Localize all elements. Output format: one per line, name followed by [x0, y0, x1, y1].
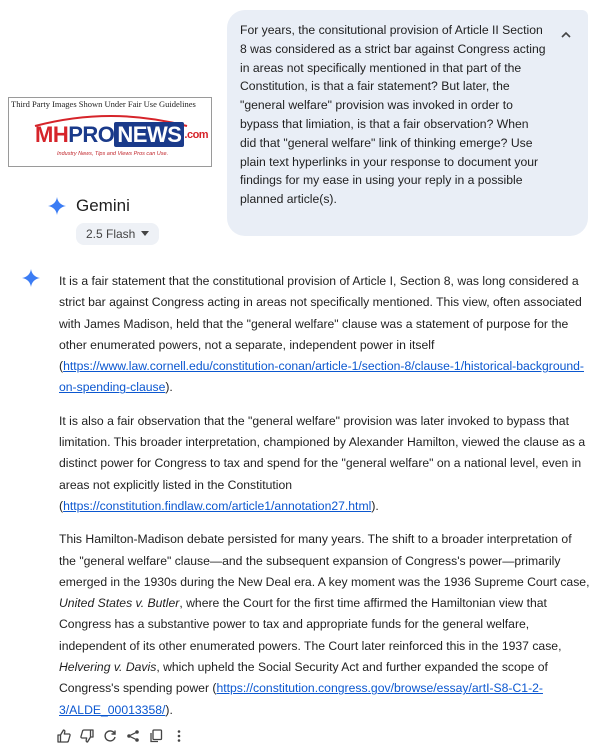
share-button[interactable]: [126, 729, 140, 743]
user-prompt-text: For years, the consitutional provision of Article II Section 8 was considered as a strict bar against Congress acting in areas not specifically mentioned in that part of the Constitution, is that a fair statement? But later, the "general welfare" provision was invoked in order to bypass that limiation, is that a fair observation? When did that "general welfare" link of thinking emerge? Use plain text hyperlinks in your response to document your findings for my ease in using your reply in a possible planned article(s).: [240, 23, 546, 207]
copy-icon: [149, 729, 163, 743]
logo-wordmark: MHPRO NEWS $^{.com}$: [35, 122, 209, 147]
share-icon: [126, 729, 140, 743]
gemini-spark-icon: [48, 197, 66, 215]
copy-button[interactable]: [149, 729, 163, 743]
thumbs-up-icon: [57, 729, 71, 743]
chevron-down-icon: [141, 231, 149, 237]
collapse-prompt-button[interactable]: [556, 24, 576, 44]
response-paragraph: It is also a fair observation that the "general welfare" provision was later invoked to bypass that limitation. This broader interpretation, championed by Alexander Hamilton, viewed the clause as a distinct power for Congress to tax and spend for the "general welfare" on a national level, even in areas not explicitly listed in the Constitution (https://constitution.findlaw.com/article1/annotation27.html).: [59, 413, 586, 513]
more-options-button[interactable]: [172, 729, 186, 743]
case-name: Helvering v. Davis: [59, 660, 157, 675]
chevron-up-icon: [561, 31, 571, 38]
thumbs-up-button[interactable]: [57, 729, 71, 743]
assistant-response: [59, 271, 591, 733]
response-spark-icon: [22, 269, 40, 287]
user-prompt-bubble: [227, 10, 588, 236]
assistant-name: Gemini: [76, 196, 130, 215]
assistant-header: [48, 196, 130, 216]
thumbs-down-button[interactable]: [80, 729, 94, 743]
thumbs-down-icon: [80, 729, 94, 743]
response-paragraph: It is a fair statement that the constitutional provision of Article I, Section 8, was long considered a strict bar against Congress acting in areas not specifically mentioned. This view, often associated with James Madison, held that the "general welfare" clause was a statement of purpose for the other enumerated powers, not a separate, independent power in itself (https://www.law.cornell.edu/constitution-conan/article-1/section-8/clause-1/historical-background-on-spending-clause).: [59, 274, 584, 395]
source-link[interactable]: https://www.law.cornell.edu/constitution-conan/article-1/section-8/clause-1/historical-background-on-spending-clause: [59, 359, 584, 395]
more-icon: [172, 729, 186, 743]
model-selector[interactable]: [76, 223, 159, 245]
model-label: 2.5 Flash: [86, 227, 136, 241]
logo-tagline: Industry News, Tips and Views Pros can Use.: [57, 151, 169, 157]
logo-caption: Third Party Images Shown Under Fair Use Guidelines: [11, 99, 196, 109]
regenerate-button[interactable]: [103, 729, 117, 743]
source-link[interactable]: https://constitution.findlaw.com/article1/annotation27.html: [63, 498, 372, 513]
source-link[interactable]: https://constitution.congress.gov/browse/essay/artI-S8-C1-2-3/ALDE_00013358/: [59, 681, 543, 717]
case-name: United States v. Butler: [59, 596, 180, 611]
response-paragraph: This Hamilton-Madison debate persisted for many years. The shift to a broader interpretation of the "general welfare" clause—and the subsequent expansion of Congress's power—primarily emerged in the 1930s during the New Deal era. A key moment was the 1936 Supreme Court case, United States v. Butler, where the Court for the first time affirmed the Hamiltonian view that Congress has a substantive power to tax and appropriate funds for the general welfare, independent of its other enumerated powers. The Court later reinforced this in the 1937 case, Helvering v. Davis, which upheld the Social Security Act and further expanded the scope of Congress's spending power (https://constitution.congress.gov/browse/essay/artI-S8-C1-2-3/ALDE_00013358/).: [59, 532, 590, 717]
response-actions: [57, 729, 186, 743]
mhpronews-logo-image: [8, 97, 212, 167]
regenerate-icon: [103, 729, 117, 743]
